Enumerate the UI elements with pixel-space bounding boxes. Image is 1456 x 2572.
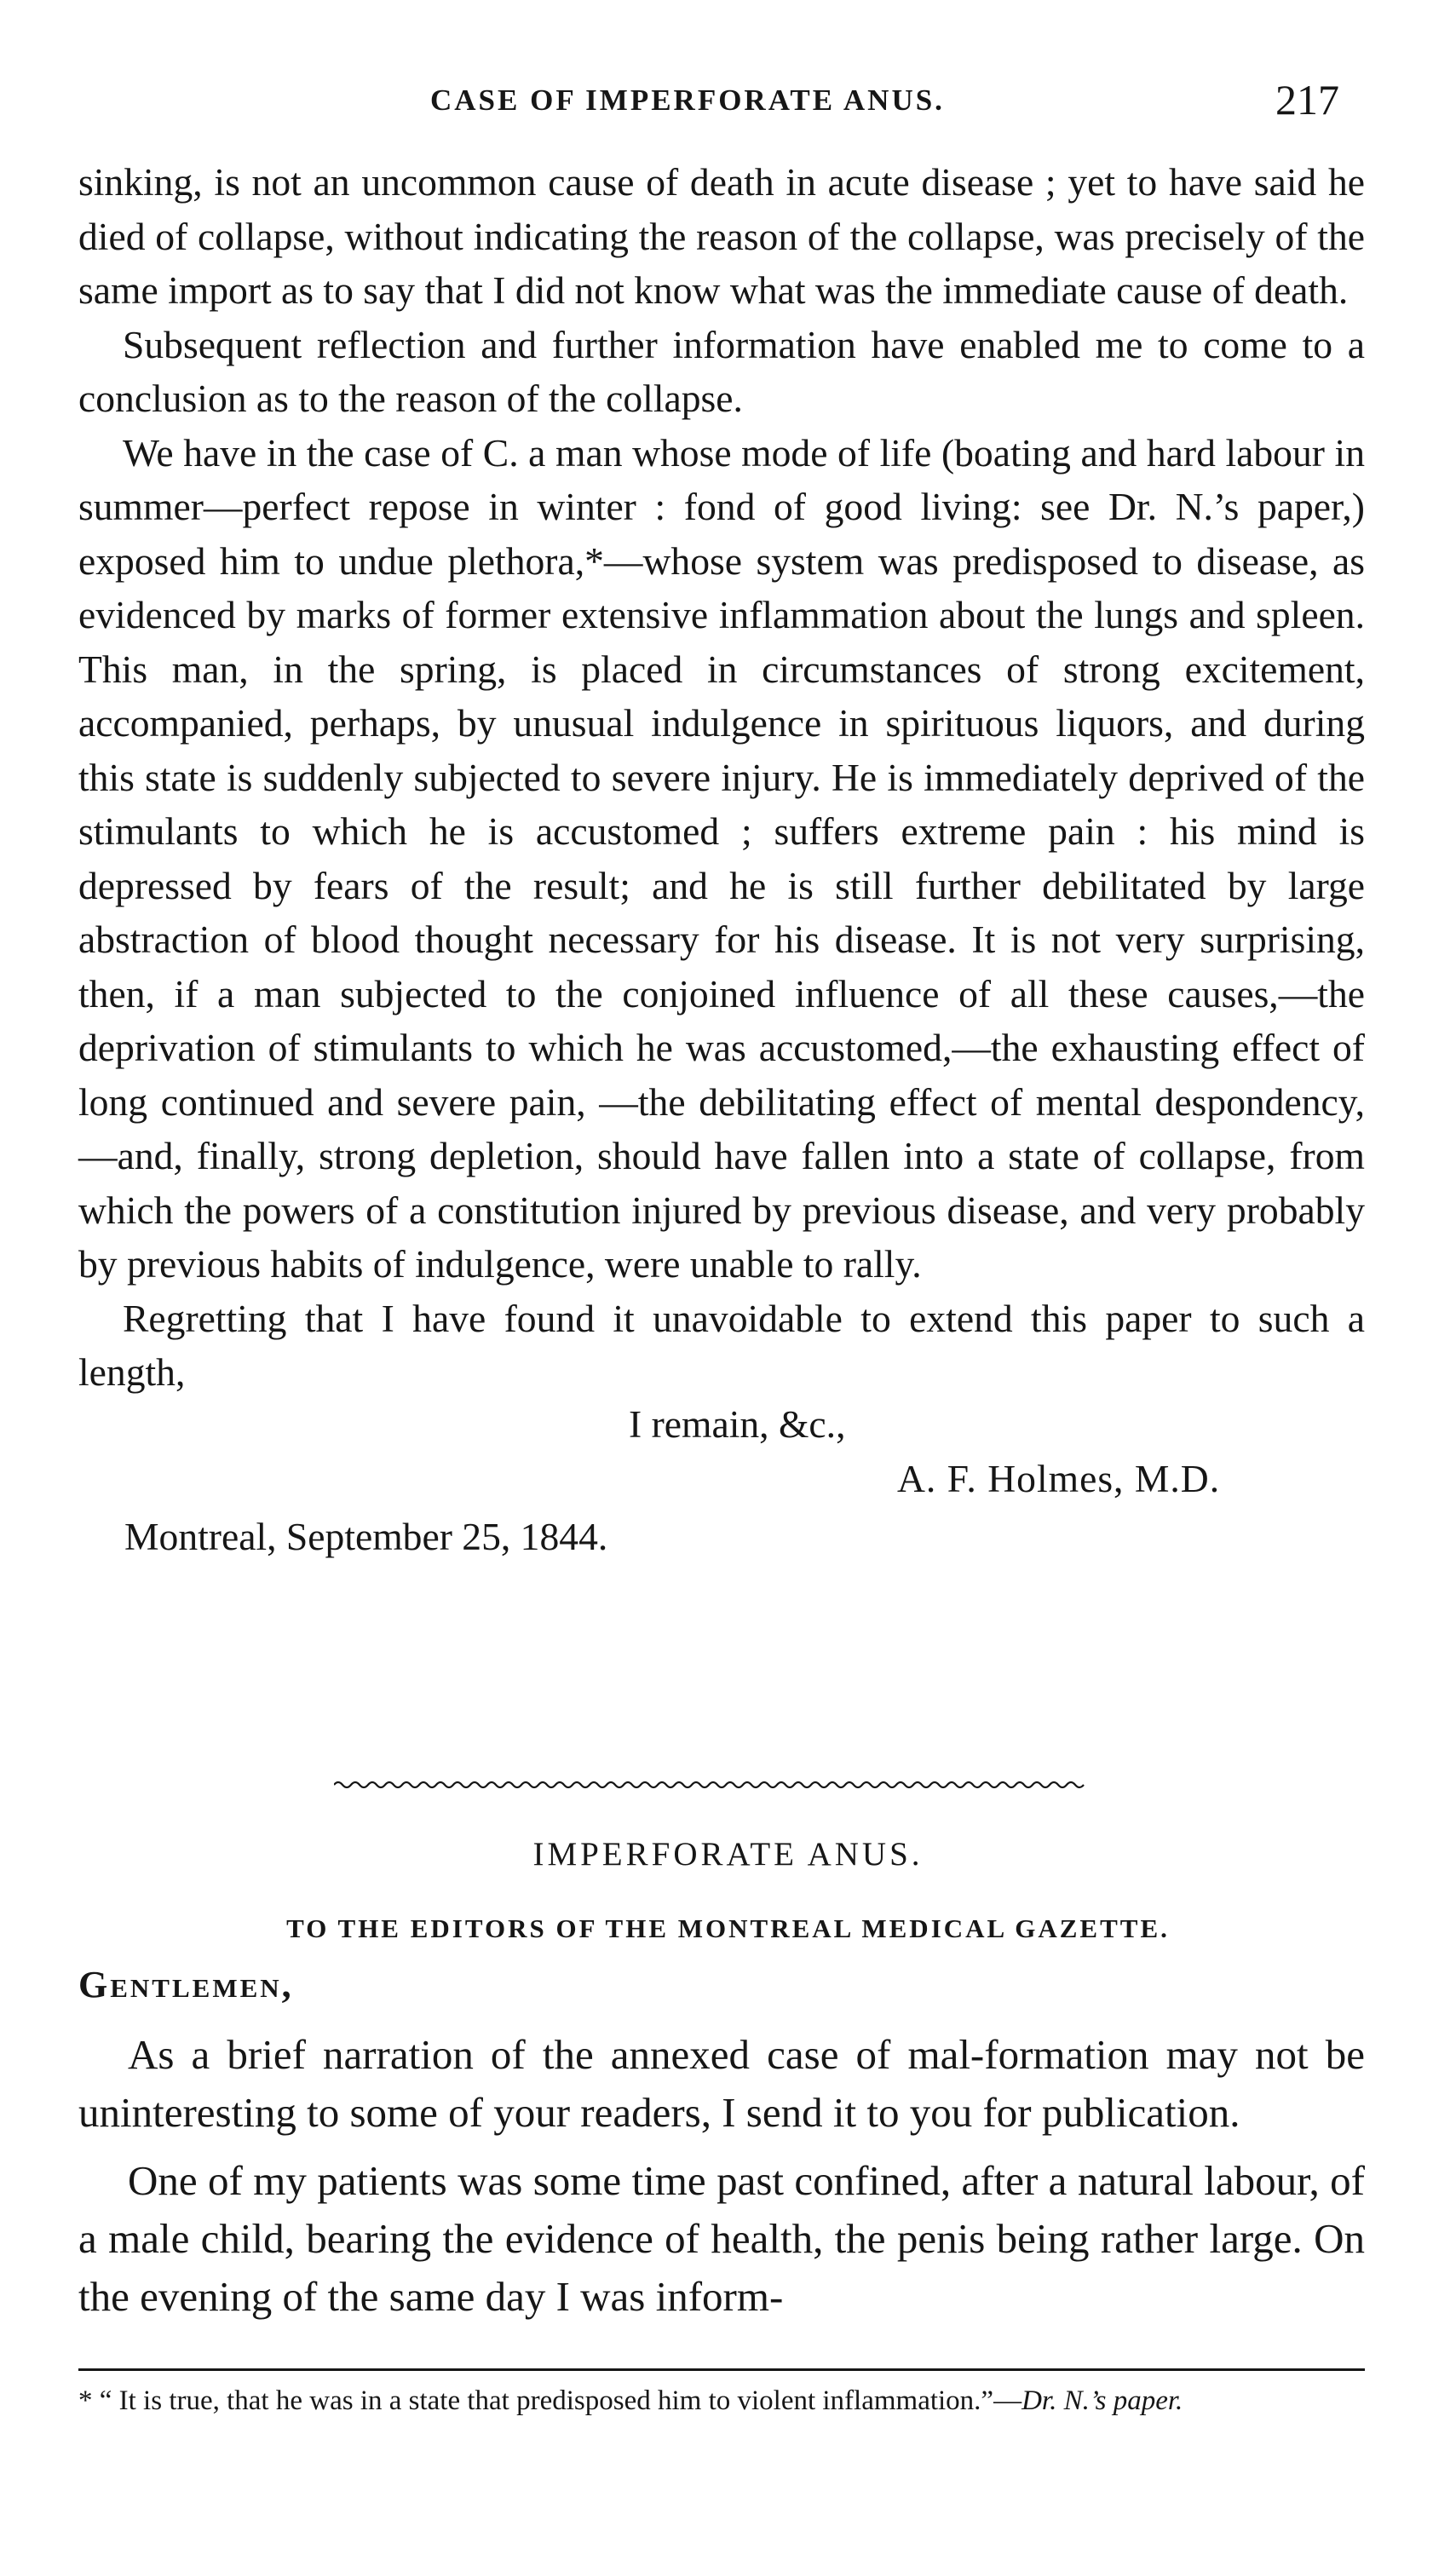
footnote-source: Dr. N.’s paper. xyxy=(1022,2385,1183,2416)
letter-closing xyxy=(78,1400,1365,1566)
paragraph: One of my patients was some time past confined, after a natural labour, of a male child, bearing the evidence of health, the penis being rather large. On the evening of the same day I was inform- xyxy=(78,2157,1365,2320)
paragraph-continued: sinking, is not an uncommon cause of death in acute disease ; yet to have said he died of collapse, without indicating the reason of the collapse, was precisely of the same import as to say that I did not know what was the immediate cause of death. xyxy=(78,160,1365,312)
footnote-rule xyxy=(78,2368,1365,2371)
salutation: Gentlemen, xyxy=(78,1964,294,2005)
paragraph: As a brief narration of the annexed case of mal-formation may not be uninteresting to some of your readers, I send it to you for publication. xyxy=(78,2031,1365,2136)
wavy-divider xyxy=(334,1777,1085,1792)
place-and-date: Montreal, September 25, 1844. xyxy=(124,1514,608,1558)
paragraph: We have in the case of C. a man whose mode of life (boating and hard labour in summer—perfect repose in winter : fond of good living: see Dr. N.’s paper,) exposed him to undue plethora,*—whose system was predisposed to disease, as evidenced by marks of former extensive inflammation about the lungs and spleen. This man, in the spring, is placed in circumstances of strong excitement, accompanied, perhaps, by unusual indulgence in spirituous liquors, and during this state is suddenly subjected to severe injury. He is immediately deprived of the stimulants to which he is accustomed ; suffers extreme pain : his mind is depressed by fears of the result; and he is still further debilitated by large abstraction of blood thought necessary for his disease. It is not very surprising, then, if a man subjected to the conjoined influence of all these causes,—the deprivation of stimulants to which he was accustomed,—the exhausting effect of long continued and severe pain, —the debilitating effect of mental despondency,—and, finally, strong depletion, should have fallen into a state of collapse, from which the powers of a constitution injured by previous disease, and very probably by previous habits of indulgence, were unable to rally. xyxy=(78,430,1365,1286)
article-body xyxy=(78,2026,1365,2326)
closing-phrase: I remain, &c., xyxy=(629,1401,846,1446)
paragraph: Subsequent reflection and further information have enabled me to come to a conclusion as to the reason of the collapse. xyxy=(78,322,1365,420)
previous-article-text xyxy=(78,155,1365,1566)
paragraph: Regretting that I have found it unavoidable to extend this paper to such a length, xyxy=(78,1296,1365,1394)
addressee-line: TO THE EDITORS OF THE MONTREAL MEDICAL GAZETTE. xyxy=(286,1913,1170,1943)
footnote xyxy=(78,2381,1365,2420)
author-signature: A. F. Holmes, M.D. xyxy=(897,1456,1221,1500)
running-title: CASE OF IMPERFORATE ANUS. xyxy=(430,83,945,117)
footnote-text: * “ It is true, that he was in a state that predisposed him to violent inflammation.”— xyxy=(78,2385,1022,2416)
article-title: IMPERFORATE ANUS. xyxy=(532,1836,924,1873)
page-number: 217 xyxy=(1275,76,1339,124)
wavy-divider-line xyxy=(334,1782,1084,1787)
running-head xyxy=(0,75,1456,135)
